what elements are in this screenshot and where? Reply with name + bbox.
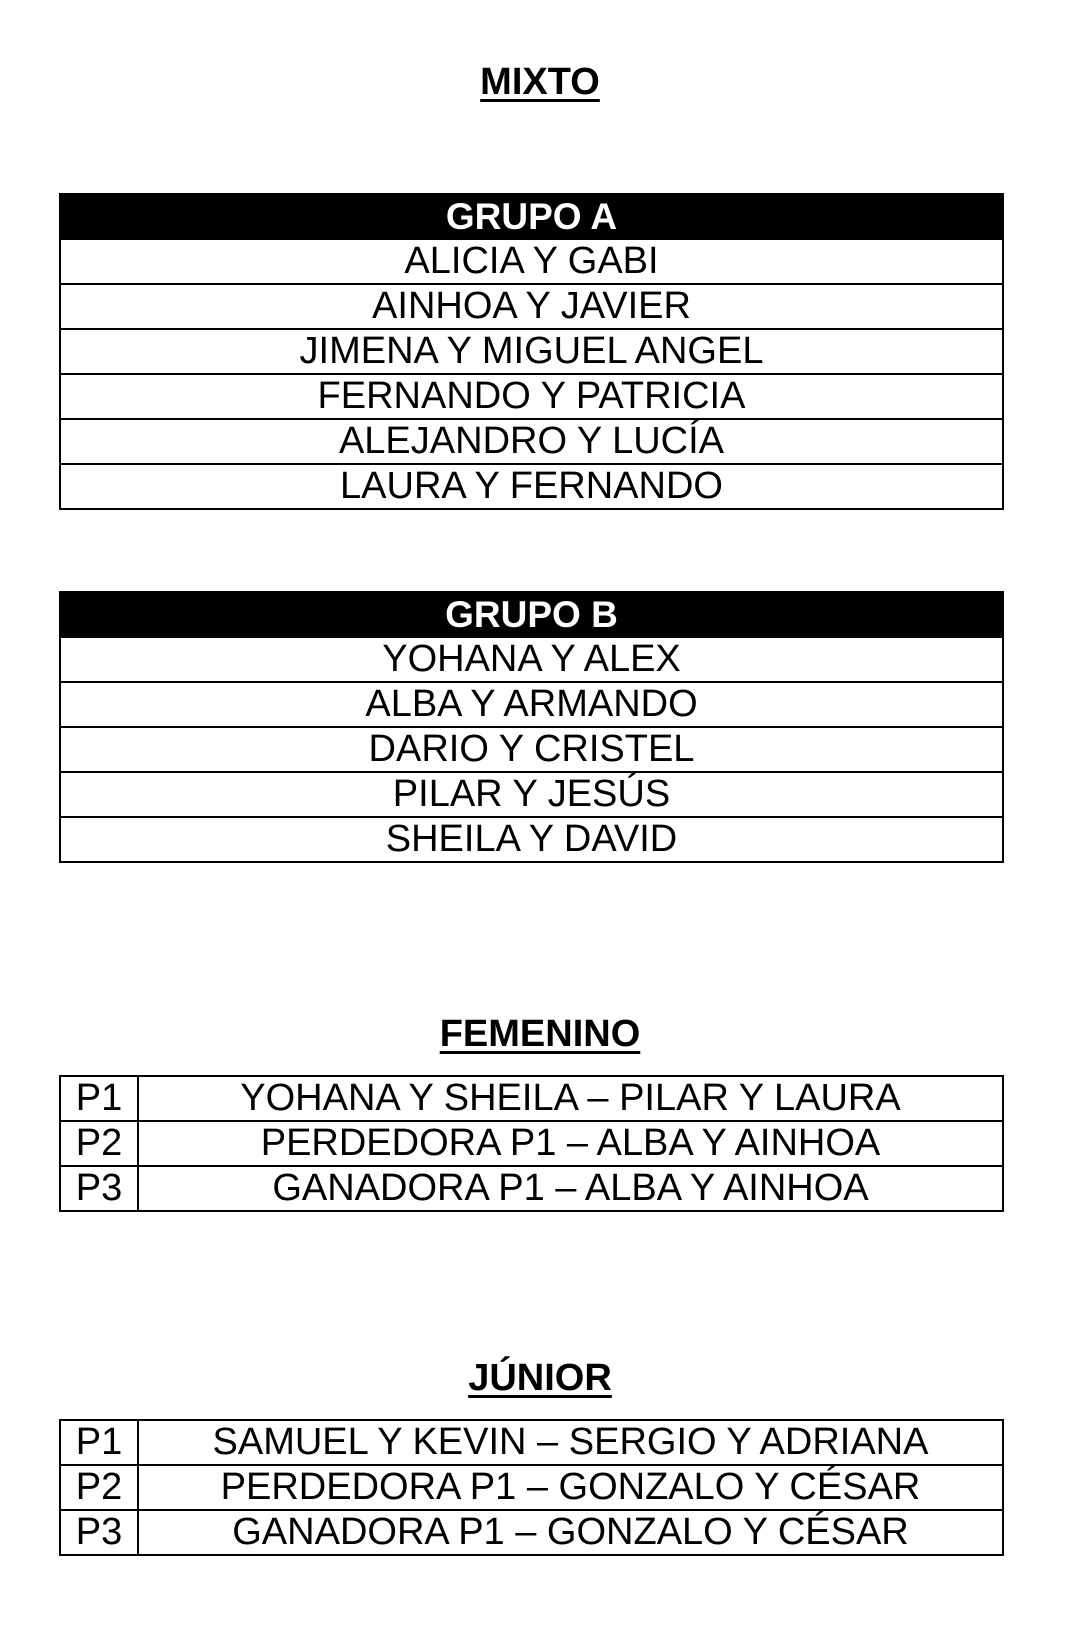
pair-cell: LAURA Y FERNANDO	[60, 464, 1003, 509]
table-row	[60, 1510, 1003, 1555]
table-row	[60, 419, 1003, 464]
match-code: P1	[60, 1076, 138, 1121]
match-description: PERDEDORA P1 – ALBA Y AINHOA	[138, 1121, 1003, 1166]
table-row	[60, 1121, 1003, 1166]
pair-cell: DARIO Y CRISTEL	[60, 727, 1003, 772]
table-row	[60, 464, 1003, 509]
pair-cell: AINHOA Y JAVIER	[60, 284, 1003, 329]
pair-cell: PILAR Y JESÚS	[60, 772, 1003, 817]
table-row	[60, 284, 1003, 329]
match-description: GANADORA P1 – GONZALO Y CÉSAR	[138, 1510, 1003, 1555]
table-row	[60, 1076, 1003, 1121]
match-description: GANADORA P1 – ALBA Y AINHOA	[138, 1166, 1003, 1211]
femenino-table	[59, 1075, 1004, 1212]
table-row	[60, 1420, 1003, 1465]
grupo-a-table	[59, 193, 1004, 510]
section-title-mixto: MIXTO	[480, 61, 600, 103]
match-code: P1	[60, 1420, 138, 1465]
pair-cell: FERNANDO Y PATRICIA	[60, 374, 1003, 419]
grupo-b-header-row	[60, 592, 1003, 637]
match-description: YOHANA Y SHEILA – PILAR Y LAURA	[138, 1076, 1003, 1121]
grupo-a-header: GRUPO A	[60, 194, 1003, 239]
table-row	[60, 1166, 1003, 1211]
table-row	[60, 727, 1003, 772]
table-row	[60, 817, 1003, 862]
table-row	[60, 772, 1003, 817]
pair-cell: JIMENA Y MIGUEL ANGEL	[60, 329, 1003, 374]
pair-cell: YOHANA Y ALEX	[60, 637, 1003, 682]
table-row	[60, 374, 1003, 419]
pair-cell: ALEJANDRO Y LUCÍA	[60, 419, 1003, 464]
match-description: PERDEDORA P1 – GONZALO Y CÉSAR	[138, 1465, 1003, 1510]
pair-cell: ALBA Y ARMANDO	[60, 682, 1003, 727]
junior-table	[59, 1419, 1004, 1556]
pair-cell: ALICIA Y GABI	[60, 239, 1003, 284]
table-row	[60, 239, 1003, 284]
grupo-a-header-row	[60, 194, 1003, 239]
grupo-b-table	[59, 591, 1004, 863]
table-row	[60, 682, 1003, 727]
table-row	[60, 637, 1003, 682]
section-title-femenino: FEMENINO	[439, 1013, 641, 1055]
pair-cell: SHEILA Y DAVID	[60, 817, 1003, 862]
grupo-b-header: GRUPO B	[60, 592, 1003, 637]
match-code: P3	[60, 1510, 138, 1555]
match-description: SAMUEL Y KEVIN – SERGIO Y ADRIANA	[138, 1420, 1003, 1465]
match-code: P2	[60, 1121, 138, 1166]
match-code: P3	[60, 1166, 138, 1211]
table-row	[60, 1465, 1003, 1510]
section-title-junior: JÚNIOR	[468, 1357, 612, 1399]
match-code: P2	[60, 1465, 138, 1510]
table-row	[60, 329, 1003, 374]
